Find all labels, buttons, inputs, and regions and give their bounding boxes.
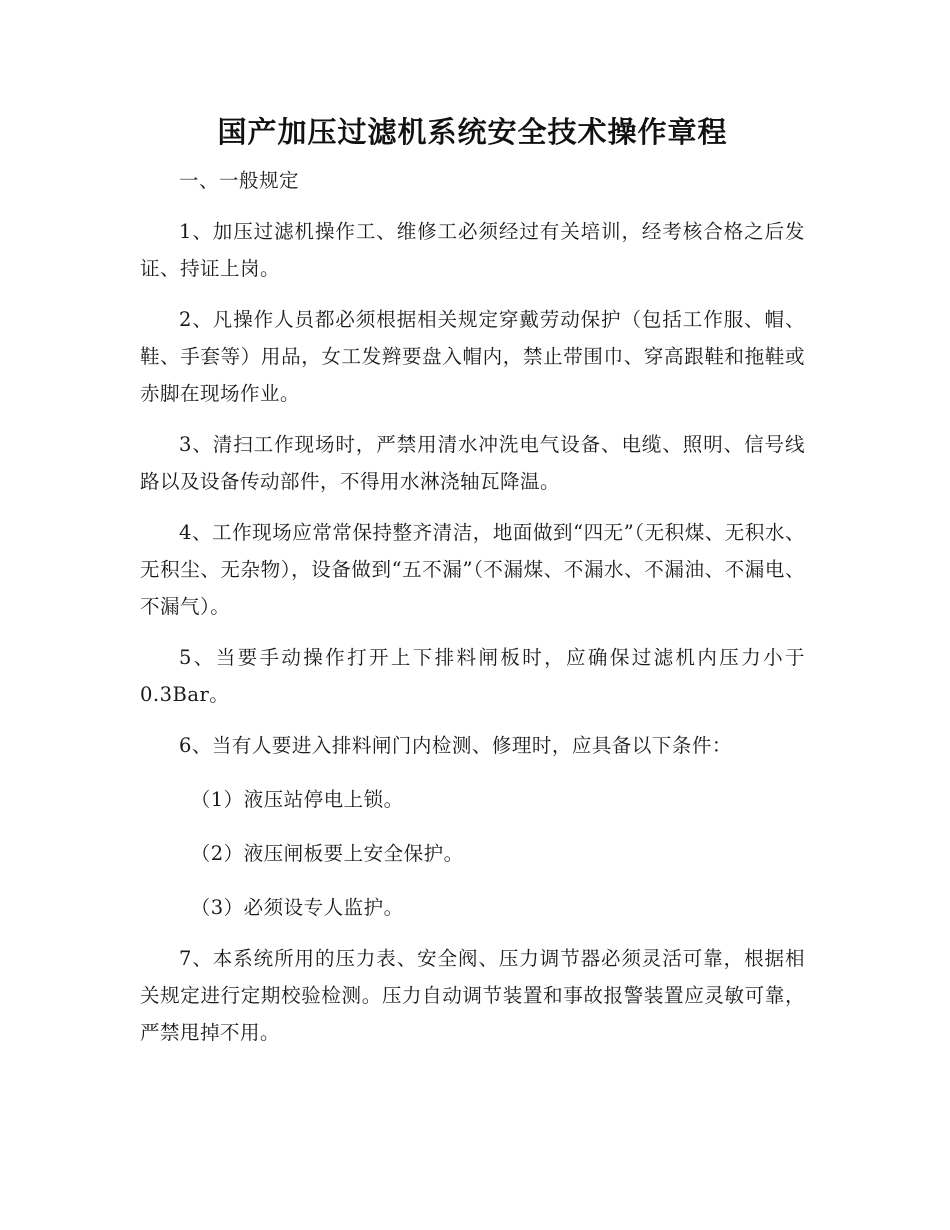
condition-1: （1）液压站停电上锁。 [190,788,404,811]
paragraph-6: 6、当有人要进入排料闸门内检测、修理时，应具备以下条件： [179,734,732,757]
paragraph-3: 3、清扫工作现场时，严禁用清水冲洗电气设备、电缆、照明、信号线路以及设备传动部件，不得用水淋浇轴瓦降温。 [140,433,805,493]
condition-3: （3）必须设专人监护。 [190,896,404,919]
paragraph-1: 1、加压过滤机操作工、维修工必须经过有关培训，经考核合格之后发证、持证上岗。 [140,220,805,280]
section-heading: 一、一般规定 [179,169,300,192]
page-title: 国产加压过滤机系统安全技术操作章程 [217,115,728,149]
paragraph-4: 4、工作现场应常常保持整齐清洁，地面做到“四无”（无积煤、无积水、无积尘、无杂物），设备做到“五不漏”（不漏煤、不漏水、不漏油、不漏电、不漏气）。 [140,521,805,618]
paragraph-5: 5、当要手动操作打开上下排料闸板时，应确保过滤机内压力小于0.3Bar。 [140,646,805,706]
document-body [140,110,805,1051]
paragraph-2: 2、凡操作人员都必须根据相关规定穿戴劳动保护（包括工作服、帽、鞋、手套等）用品，女工发辫要盘入帽内，禁止带围巾、穿高跟鞋和拖鞋或赤脚在现场作业。 [140,308,805,405]
condition-2: （2）液压闸板要上安全保护。 [190,842,464,865]
paragraph-7: 7、本系统所用的压力表、安全阀、压力调节器必须灵活可靠，根据相关规定进行定期校验检测。压力自动调节装置和事故报警装置应灵敏可靠，严禁甩掉不用。 [140,947,805,1044]
